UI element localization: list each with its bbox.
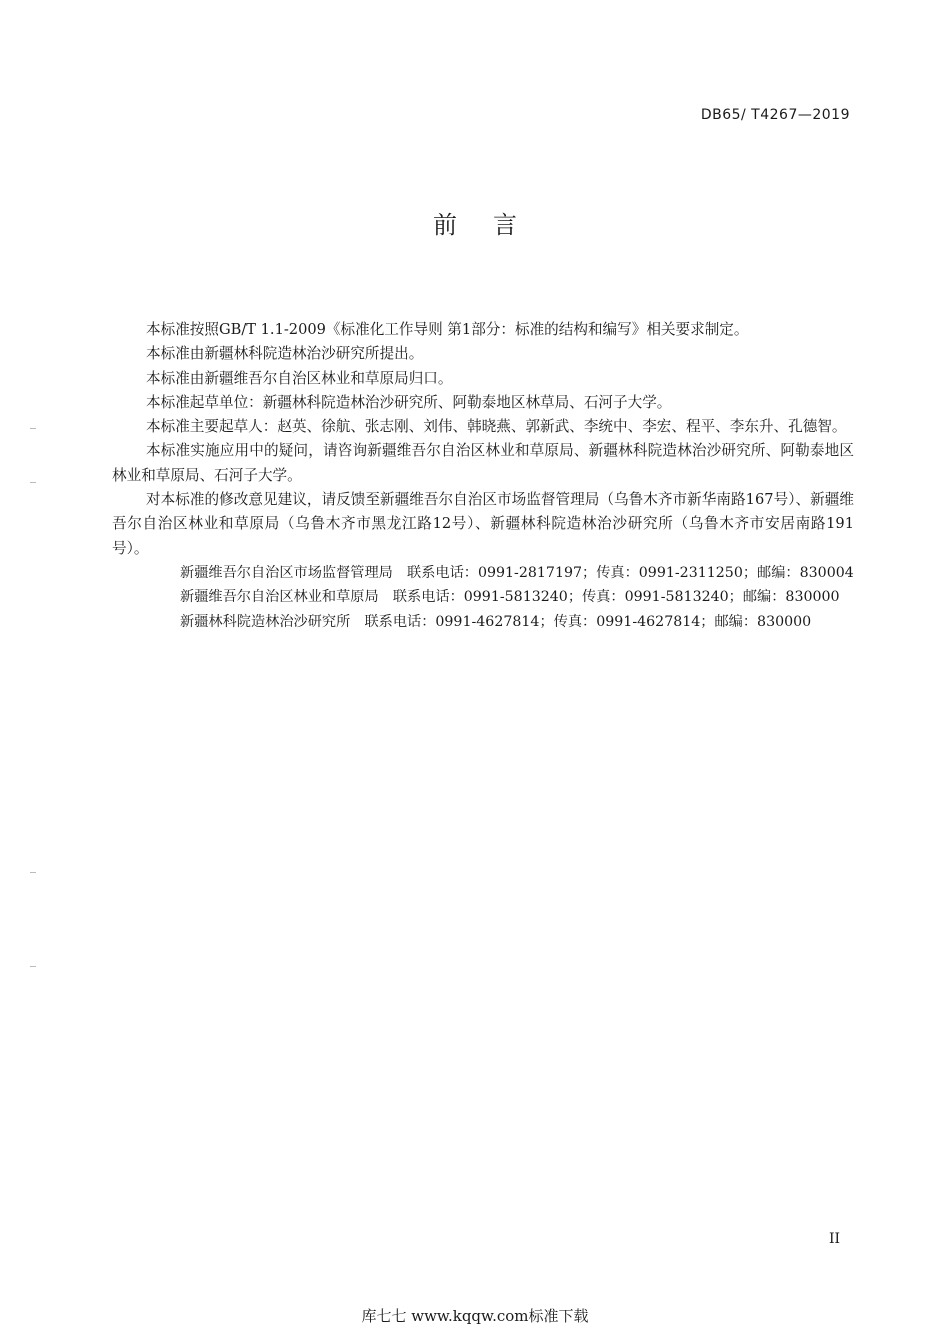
scan-mark [30,482,36,483]
contact-line: 新疆维吾尔自治区市场监督管理局 联系电话：0991-2817197；传真：0991-2311250；邮编：830004 [180,564,854,581]
page-number: II [828,1231,840,1247]
contact-line: 新疆维吾尔自治区林业和草原局 联系电话：0991-5813240；传真：0991-5813240；邮编：830000 [180,589,840,606]
contact-line: 新疆林科院造林治沙研究所 联系电话：0991-4627814；传真：0991-4627814；邮编：830000 [180,613,812,630]
scan-mark [30,872,36,873]
site-footer: 库七七 www.kqqw.com标准下载 [361,1307,589,1325]
scan-mark [30,428,36,429]
paragraph-proposer: 本标准由新疆林科院造林治沙研究所提出。 [146,345,424,363]
paragraph-drafters: 本标准主要起草人：赵英、徐航、张志刚、刘伟、韩晓燕、郭新武、李统中、李宏、程平、李东升、孔德智。 [146,418,847,436]
paragraph-administrator: 本标准由新疆维吾尔自治区林业和草原局归口。 [146,369,453,387]
paragraph-feedback: 对本标准的修改意见建议，请反馈至新疆维吾尔自治区市场监督管理局（乌鲁木齐市新华南路167号）、新疆维吾尔自治区林业和草原局（乌鲁木齐市黑龙江路12号）、新疆林科院造林治沙研究所（乌鲁木齐市安居南路191号）。 [112,491,854,557]
standard-code: DB65/ T4267—2019 [700,107,850,123]
foreword-body [112,318,854,634]
paragraph-compliance: 本标准按照GB/T 1.1-2009《标准化工作导则 第1部分：标准的结构和编写》相关要求制定。 [146,321,749,338]
page-title: 前言 [433,211,553,239]
paragraph-inquiries: 本标准实施应用中的疑问，请咨询新疆维吾尔自治区林业和草原局、新疆林科院造林治沙研究所、阿勒泰地区林业和草原局、石河子大学。 [112,442,854,484]
scan-mark [30,966,36,967]
paragraph-drafting-units: 本标准起草单位：新疆林科院造林治沙研究所、阿勒泰地区林草局、石河子大学。 [146,393,672,411]
